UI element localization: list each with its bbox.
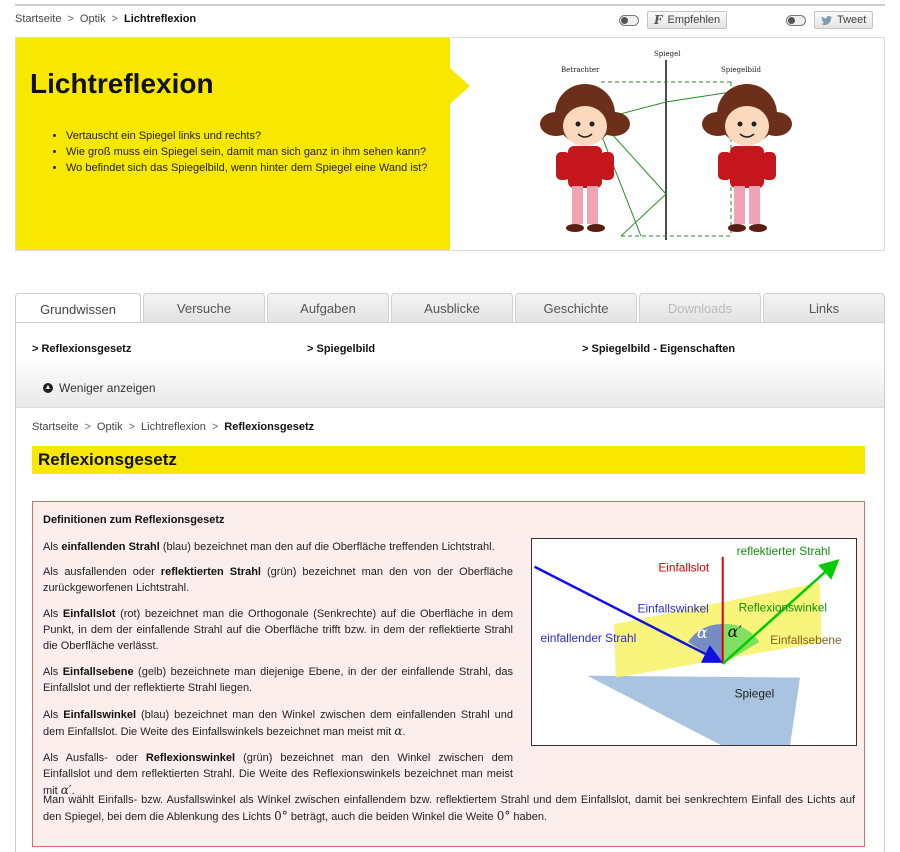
breadcrumb-separator: > (211, 421, 219, 433)
recommend-label: Empfehlen (667, 14, 721, 26)
show-less-label: Weniger anzeigen (59, 381, 156, 395)
breadcrumb (15, 13, 196, 25)
definition-reflected-ray: Als ausfallenden oder reflektierten Strahl (grün) bezeichnet man den von der Oberfläche zurückgeworfenen Lichtstrahl. (43, 566, 513, 594)
twitter-share (786, 11, 873, 29)
incidence-angle-label: Einfallswinkel (637, 601, 709, 616)
breadcrumb-link[interactable]: Optik (79, 13, 106, 25)
hero-question: • Vertauscht ein Spiegel links und rechts? (66, 128, 427, 144)
tab-panel (15, 322, 885, 852)
mirror-label: Spiegel (734, 686, 775, 701)
breadcrumb-current: Reflexionsgesetz (224, 421, 315, 433)
normal-label: Einfallslot (658, 560, 710, 575)
inner-breadcrumb (32, 421, 314, 433)
definition-incidence-angle: Als Einfallswinkel (blau) bezeichnet man den Winkel zwischen dem einfallenden Strahl und dem Einfallslot. Die Weite des Einfallswinkels bezeichnet man meist mit α. (43, 709, 513, 738)
subnav-link-spiegelbild[interactable]: > Spiegelbild (307, 343, 376, 355)
hero-question: • Wo befindet sich das Spiegelbild, wenn hinter dem Spiegel eine Wand ist? (66, 160, 427, 176)
definition-box (32, 501, 865, 847)
mirror-image-figure (702, 84, 792, 232)
tab-downloads: Downloads (639, 293, 761, 323)
tab-versuche[interactable]: Versuche (143, 293, 265, 323)
page-title: Lichtreflexion (30, 68, 214, 99)
definition-incident-ray: Als einfallenden Strahl (blau) bezeichnet man den auf die Oberfläche treffenden Lichtstrahl. (43, 541, 495, 553)
breadcrumb-separator: > (128, 421, 136, 433)
alpha-prime-symbol: α′ (727, 622, 742, 642)
tweet-button[interactable] (814, 11, 873, 29)
definition-reflection-angle: Als Ausfalls- oder Reflexionswinkel (grün) bezeichnet man den Winkel zwischen dem Einfallslot und dem reflektierten Strahl. Die Weite des Reflexionswinkels bezeichnet man meist mit α′. (43, 752, 513, 797)
reflected-ray-label: reflektierter Strahl (736, 543, 831, 558)
definition-plane: Als Einfallsebene (gelb) bezeichnete man diejenige Ebene, in der der einfallende Strahl, das Einfallslot und der reflektierte Strahl liegen. (43, 666, 513, 694)
tab-ausblicke[interactable]: Ausblicke (391, 293, 513, 323)
tab-grundwissen[interactable]: Grundwissen (15, 293, 141, 324)
tab-geschichte[interactable]: Geschichte (515, 293, 637, 323)
tab-aufgaben[interactable]: Aufgaben (267, 293, 389, 323)
hero-banner (15, 37, 885, 251)
mirror-label: Spiegel (654, 50, 681, 58)
mirror-illustration (516, 44, 896, 244)
facebook-privacy-toggle[interactable] (619, 15, 639, 26)
section-title: Reflexionsgesetz (32, 446, 865, 474)
top-divider (15, 4, 885, 6)
twitter-privacy-toggle[interactable] (786, 15, 806, 26)
breadcrumb-link[interactable]: Startseite (15, 13, 62, 25)
alpha-symbol: α (696, 623, 708, 643)
show-less-button[interactable] (43, 381, 156, 395)
mirror-image-label: Spiegelbild (721, 66, 761, 74)
reflection-angle-label: Reflexionswinkel (738, 600, 828, 615)
breadcrumb-link[interactable]: Lichtreflexion (141, 421, 206, 433)
recommend-button[interactable] (647, 11, 727, 29)
definition-note: Man wählt Einfalls- bzw. Ausfallswinkel als Winkel zwischen einfallendem bzw. reflektiertem Strahl und dem Einfallslot, damit bei senkrechtem Einfall des Lichts auf den Spiegel, bei dem die Ablenkung des Lichts 0° beträgt, auch die beiden Winkel die Weite 0° haben. (43, 794, 855, 823)
twitter-bird-icon (821, 16, 832, 25)
breadcrumb-link[interactable]: Optik (96, 421, 123, 433)
hero-question: • Wie groß muss ein Spiegel sein, damit man sich ganz in ihm sehen kann? (66, 144, 427, 160)
tab-links[interactable]: Links (763, 293, 885, 323)
incident-ray-label: einfallender Strahl (540, 631, 637, 645)
observer-figure (540, 84, 630, 232)
breadcrumb-link[interactable]: Startseite (32, 421, 79, 433)
breadcrumb-separator: > (111, 13, 119, 25)
breadcrumb-separator: > (84, 421, 91, 433)
facebook-share (619, 11, 727, 29)
tweet-label: Tweet (837, 14, 867, 26)
definition-heading: Definitionen zum Reflexionsgesetz (43, 514, 225, 526)
hero-question-list (66, 128, 427, 176)
facebook-icon: F (654, 13, 663, 27)
chevron-up-icon: ▲ (44, 384, 52, 391)
subnav-link-spiegelbild-eigenschaften[interactable]: > Spiegelbild - Eigenschaften (582, 343, 736, 355)
plane-label: Einfallsebene (770, 632, 842, 647)
definition-normal: Als Einfallslot (rot) bezeichnet man die Orthogonale (Senkrechte) auf die Oberfläche in dem Punkt, in dem der einfallende Strahl auf die Oberfläche trifft bzw. in dem der reflektierte Strahl die Oberfläche verlässt. (43, 608, 513, 652)
hero-arrow-pointer (450, 68, 470, 104)
subnav (16, 323, 884, 408)
content-tabs (15, 293, 885, 323)
observer-label: Betrachter (561, 66, 600, 74)
breadcrumb-separator: > (67, 13, 74, 25)
breadcrumb-current: Lichtreflexion (124, 13, 197, 25)
subnav-link-reflexionsgesetz[interactable]: > Reflexionsgesetz (32, 343, 132, 355)
reflection-law-diagram (531, 538, 857, 746)
